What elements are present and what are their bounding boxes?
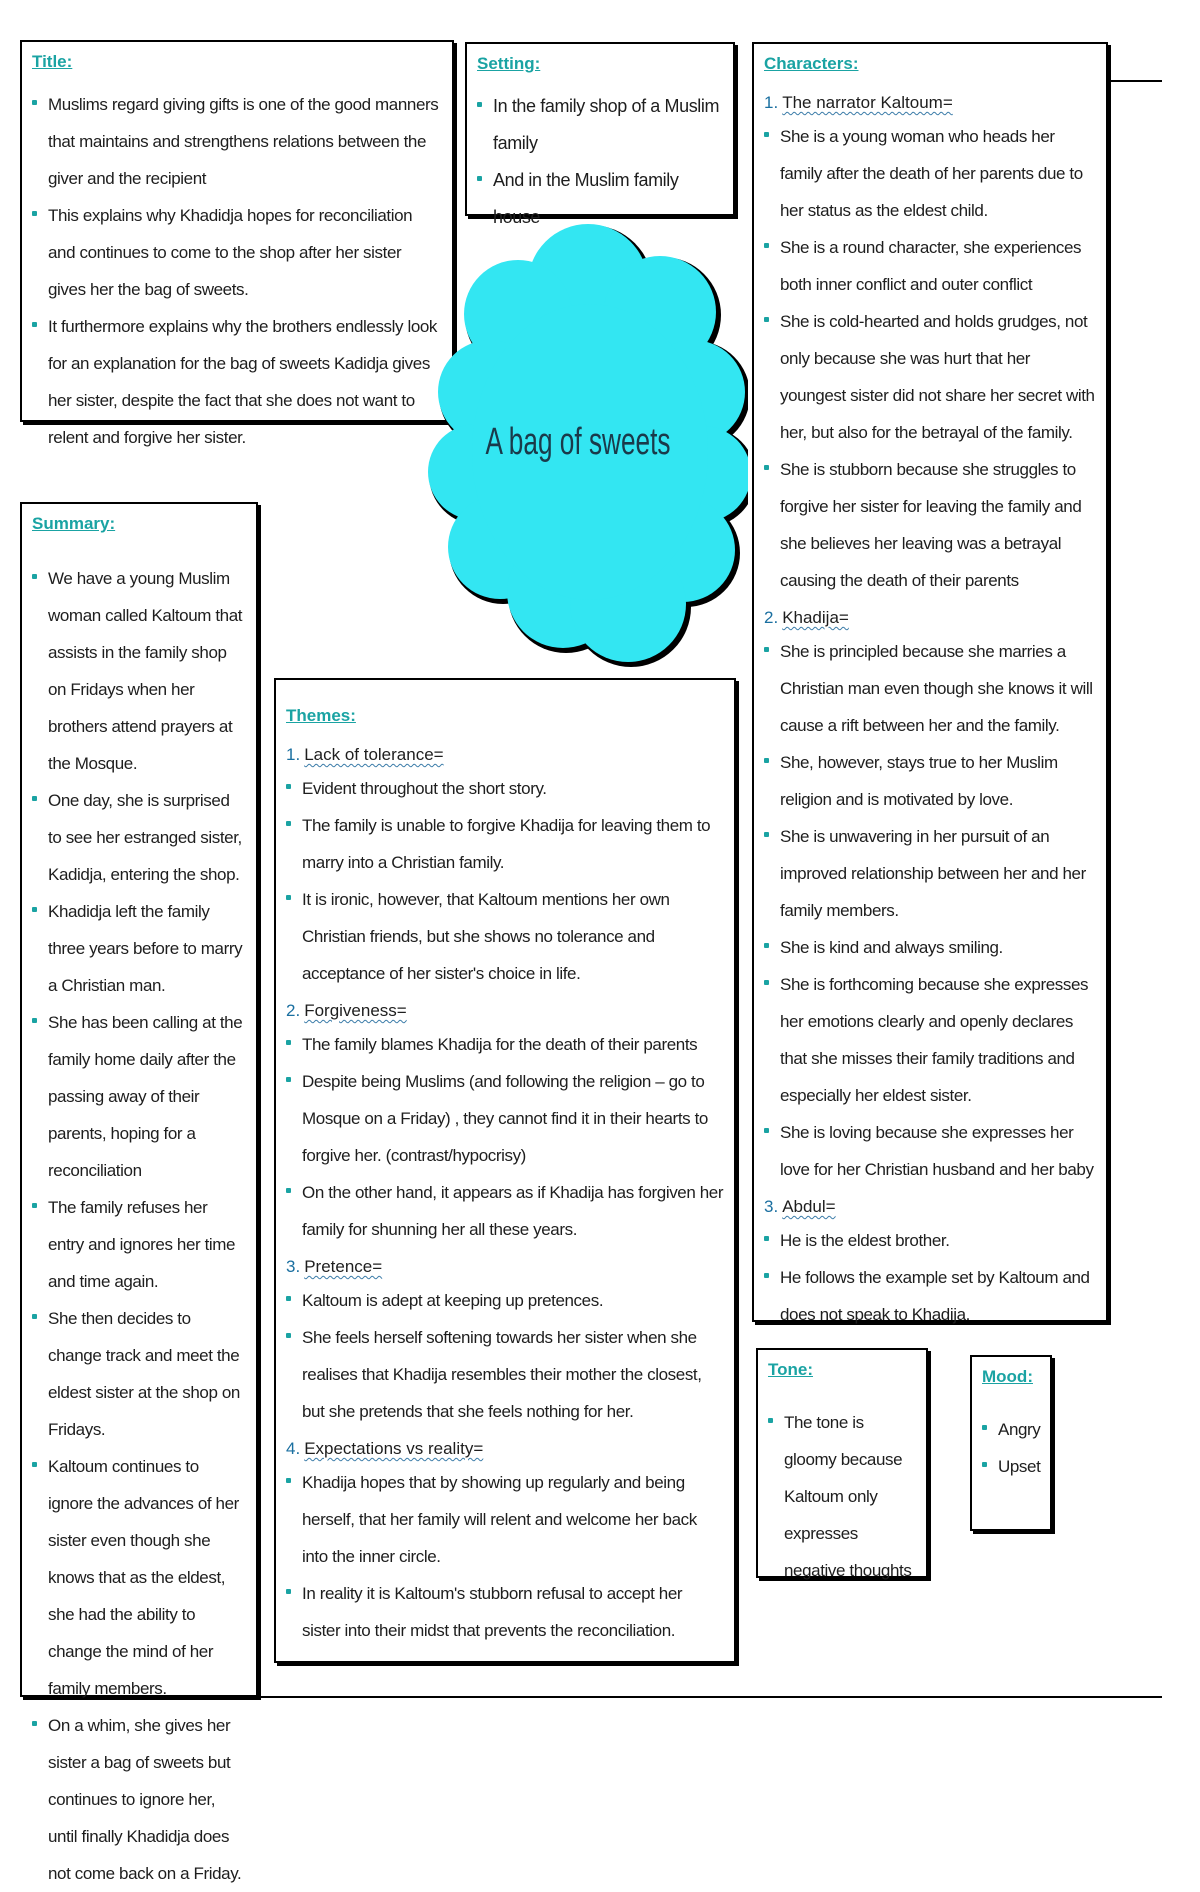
- list-item: She is forthcoming because she expresses her emotions clearly and openly declares that she misses their family traditions and especially her eldest sister.: [764, 966, 1096, 1114]
- title-box: [20, 40, 454, 447]
- theme-name: 4. Expectations vs reality=: [286, 1439, 484, 1458]
- list-item: She has been calling at the family home daily after the passing away of their parents, hoping for a reconciliation: [32, 1004, 246, 1189]
- list-item: The tone is gloomy because Kaltoum only expresses negative thoughts: [768, 1404, 916, 1589]
- list-item: We have a young Muslim woman called Kaltoum that assists in the family shop on Fridays when her brothers attend prayers at the Mosque.: [32, 560, 246, 782]
- characters-box: [752, 42, 1108, 1322]
- list-item: On a whim, she gives her sister a bag of sweets but continues to ignore her, until finally Khadidja does not come back on a Friday.: [32, 1707, 246, 1892]
- divider-line: [258, 1696, 1162, 1698]
- list-item: It furthermore explains why the brothers endlessly look for an explanation for the bag of sweets Kadidja gives her sister, despite the fact that she does not want to relent and forgive her sister.: [32, 308, 442, 456]
- theme-name: 3. Pretence=: [286, 1257, 383, 1276]
- themes-heading: Themes:: [286, 706, 356, 725]
- summary-bullets: [32, 560, 246, 1892]
- theme-bullets: [286, 1282, 724, 1430]
- setting-box: [465, 42, 735, 227]
- list-item: She is principled because she marries a Christian man even though she knows it will cause a rift between her and the family.: [764, 633, 1096, 744]
- list-item: In reality it is Kaltoum's stubborn refusal to accept her sister into their midst that prevents the reconciliation.: [286, 1575, 724, 1649]
- list-item: This explains why Khadidja hopes for reconciliation and continues to come to the shop after her sister gives her the bag of sweets.: [32, 197, 442, 308]
- setting-heading: Setting:: [477, 54, 541, 73]
- theme-bullets: [286, 770, 724, 992]
- themes-box: [274, 678, 736, 1663]
- list-item: She, however, stays true to her Muslim religion and is motivated by love.: [764, 744, 1096, 818]
- list-item: She is cold-hearted and holds grudges, not only because she was hurt that her youngest sister did not share her secret with her, but also for the betrayal of the family.: [764, 303, 1096, 451]
- cloud-shape: [428, 212, 748, 690]
- cloud-title: A bag of sweets: [485, 421, 671, 463]
- list-item: It is ironic, however, that Kaltoum mentions her own Christian friends, but she shows no tolerance and acceptance of her sister's choice in life.: [286, 881, 724, 992]
- list-item: The family blames Khadija for the death of their parents: [286, 1026, 724, 1063]
- list-item: The family is unable to forgive Khadija for leaving them to marry into a Christian family.: [286, 807, 724, 881]
- character-name: 1. The narrator Kaltoum=: [764, 93, 953, 112]
- title-bullets: [32, 86, 442, 456]
- summary-box: [20, 502, 258, 1883]
- list-item: One day, she is surprised to see her estranged sister, Kadidja, entering the shop.: [32, 782, 246, 893]
- list-item: Muslims regard giving gifts is one of the good manners that maintains and strengthens relations between the giver and the recipient: [32, 86, 442, 197]
- theme-bullets: [286, 1464, 724, 1649]
- list-item: Evident throughout the short story.: [286, 770, 724, 807]
- mood-heading: Mood:: [982, 1367, 1033, 1386]
- character-name: 3. Abdul=: [764, 1197, 836, 1216]
- list-item: He follows the example set by Kaltoum and does not speak to Khadija.: [764, 1259, 1096, 1333]
- mood-box: [970, 1355, 1052, 1531]
- list-item: She is unwavering in her pursuit of an improved relationship between her and her family members.: [764, 818, 1096, 929]
- list-item: She is a young woman who heads her family after the death of her parents due to her status as the eldest child.: [764, 118, 1096, 229]
- character-bullets: [764, 118, 1096, 599]
- list-item: Kaltoum is adept at keeping up pretences.: [286, 1282, 724, 1319]
- character-name: 2. Khadija=: [764, 608, 849, 627]
- mood-bullets: [982, 1411, 1040, 1485]
- list-item: Kaltoum continues to ignore the advances of her sister even though she knows that as the eldest, she had the ability to change the mind of her family members.: [32, 1448, 246, 1707]
- tone-bullets: [768, 1404, 916, 1589]
- character-bullets: [764, 633, 1096, 1188]
- list-item: She then decides to change track and meet the eldest sister at the shop on Fridays.: [32, 1300, 246, 1448]
- list-item: Upset: [982, 1448, 1040, 1485]
- list-item: On the other hand, it appears as if Khadija has forgiven her family for shunning her all these years.: [286, 1174, 724, 1248]
- theme-name: 2. Forgiveness=: [286, 1001, 407, 1020]
- list-item: The family refuses her entry and ignores her time and time again.: [32, 1189, 246, 1300]
- list-item: Angry: [982, 1411, 1040, 1448]
- list-item: She is kind and always smiling.: [764, 929, 1096, 966]
- divider-line: [1110, 80, 1162, 82]
- list-item: Khadidja left the family three years before to marry a Christian man.: [32, 893, 246, 1004]
- summary-heading: Summary:: [32, 514, 116, 533]
- tone-box: [756, 1348, 928, 1578]
- list-item: And in the Muslim family house: [477, 162, 723, 236]
- theme-bullets: [286, 1026, 724, 1248]
- list-item: She feels herself softening towards her sister when she realises that Khadija resembles their mother the closest, but she pretends that she feels nothing for her.: [286, 1319, 724, 1430]
- list-item: She is loving because she expresses her love for her Christian husband and her baby: [764, 1114, 1096, 1188]
- theme-name: 1. Lack of tolerance=: [286, 745, 444, 764]
- tone-heading: Tone:: [768, 1360, 814, 1379]
- list-item: She is stubborn because she struggles to forgive her sister for leaving the family and she believes her leaving was a betrayal causing the death of their parents: [764, 451, 1096, 599]
- list-item: Khadija hopes that by showing up regularly and being herself, that her family will relent and welcome her back into the inner circle.: [286, 1464, 724, 1575]
- list-item: Despite being Muslims (and following the religion – go to Mosque on a Friday) , they cannot find it in their hearts to forgive her. (contrast/hypocrisy): [286, 1063, 724, 1174]
- character-bullets: [764, 1222, 1096, 1333]
- characters-heading: Characters:: [764, 54, 859, 73]
- title-heading: Title:: [32, 52, 73, 71]
- list-item: She is a round character, she experiences both inner conflict and outer conflict: [764, 229, 1096, 303]
- list-item: In the family shop of a Muslim family: [477, 88, 723, 162]
- list-item: He is the eldest brother.: [764, 1222, 1096, 1259]
